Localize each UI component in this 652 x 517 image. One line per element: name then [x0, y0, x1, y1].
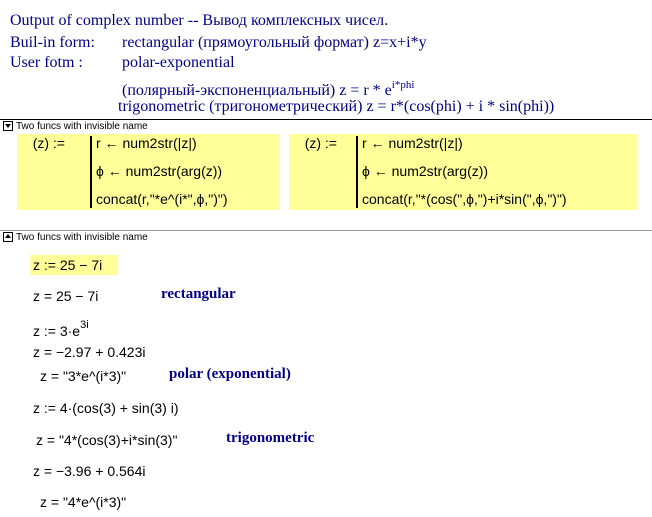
func1-head: (z) :=: [32, 135, 65, 151]
header-line-2-label: Buil-in form:: [10, 34, 95, 51]
label-rectangular: rectangular: [161, 286, 236, 302]
func1-definition-head[interactable]: [21, 135, 65, 151]
triangle-up-icon: [5, 234, 11, 238]
region-title-bottom: Two funcs with invisible name: [16, 231, 148, 243]
header-line-4-text: (полярный-экспоненциальный) z = r * e: [122, 82, 392, 99]
header-line-3-value: polar-exponential: [122, 54, 235, 71]
eq8-result[interactable]: z = −3.96 + 0.564i: [33, 463, 146, 479]
func1-name: f1: [21, 135, 33, 151]
header-line-2-value: rectangular (прямоугольный формат) z=x+i*y: [122, 34, 427, 51]
func2-program-bar: [356, 136, 358, 208]
func1-line-3[interactable]: concat(r,"*e^(i*",ϕ,")"): [96, 191, 228, 207]
header-line-5: trigonometric (тригонометрический) z = r*(cos(phi) + i * sin(phi)): [118, 98, 555, 115]
label-polar: polar (exponential): [169, 366, 291, 382]
eq9-result[interactable]: z = "4*e^(i*3)": [40, 494, 127, 510]
eq6-definition[interactable]: z := 4·(cos(3) + sin(3) i): [33, 400, 179, 416]
label-trigonometric: trigonometric: [226, 430, 315, 446]
eq4-result[interactable]: z = −2.97 + 0.423i: [33, 344, 146, 360]
region-bar-bottom[interactable]: [0, 231, 148, 243]
eq3-definition[interactable]: [33, 319, 89, 339]
func2-name: f2: [293, 135, 305, 151]
func1-line-2[interactable]: ϕ ← num2str(arg(z)): [96, 163, 223, 179]
eq5-result[interactable]: z = "3*e^(i*3)": [40, 368, 127, 384]
eq1-definition[interactable]: z := 25 − 7i: [33, 257, 103, 273]
eq2-result[interactable]: z = 25 − 7i: [33, 288, 99, 304]
eq3-sup: 3i: [80, 319, 89, 331]
func1-line-1[interactable]: r ← num2str(|z|): [96, 135, 197, 151]
region-bar-top[interactable]: [0, 120, 148, 132]
eq3-base: z := 3·e: [33, 323, 81, 339]
func2-head: (z) :=: [304, 135, 337, 151]
region-title-top: Two funcs with invisible name: [16, 120, 148, 132]
header-line-4-sup: i*phi: [391, 79, 415, 91]
triangle-down-icon: [5, 124, 11, 128]
func2-line-2[interactable]: ϕ ← num2str(arg(z)): [362, 163, 489, 179]
func2-line-3[interactable]: concat(r,"*(cos(",ϕ,")+i*sin(",ϕ,")"): [362, 191, 567, 207]
func2-definition-head[interactable]: [293, 135, 337, 151]
func2-line-1[interactable]: r ← num2str(|z|): [362, 135, 463, 151]
region-collapse-toggle[interactable]: [3, 121, 13, 131]
header-line-1: Output of complex number -- Вывод комплексных чисел.: [10, 12, 389, 29]
header-line-3-label: User fotm :: [10, 54, 83, 71]
func1-program-bar: [90, 136, 92, 208]
eq7-result[interactable]: z = "4*(cos(3)+i*sin(3)": [36, 432, 178, 448]
header-line-4: [122, 79, 414, 100]
region-expand-toggle[interactable]: [3, 232, 13, 242]
